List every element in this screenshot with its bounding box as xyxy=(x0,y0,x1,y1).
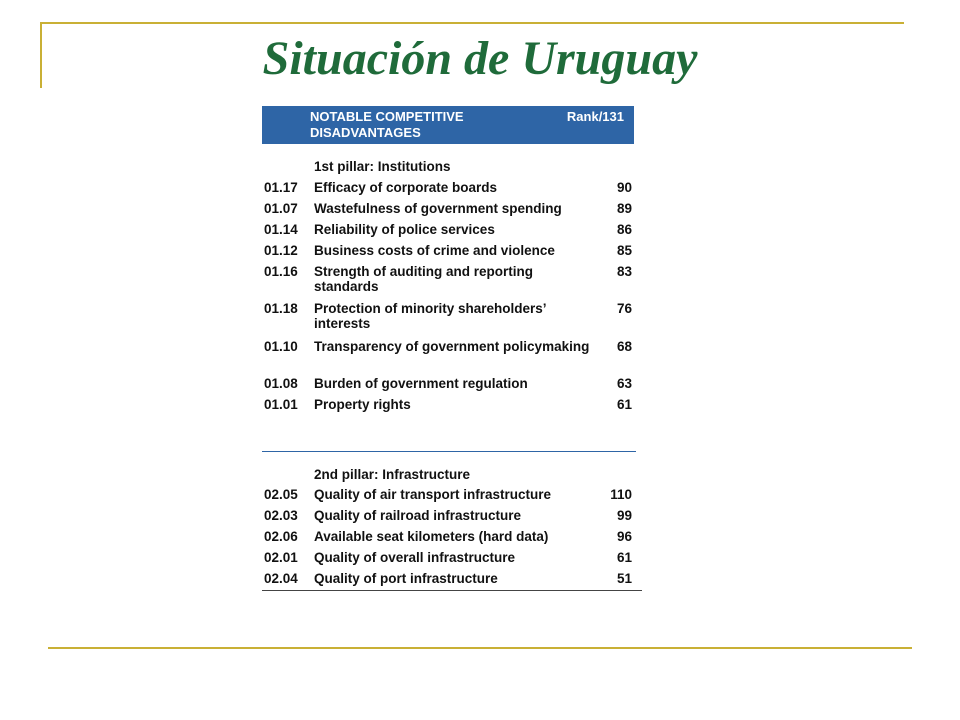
row-rank: 51 xyxy=(616,571,632,586)
row-rank: 68 xyxy=(616,339,632,354)
row-name: Business costs of crime and violence xyxy=(314,243,555,258)
section-divider xyxy=(262,451,636,452)
row-name: Transparency of government policymaking xyxy=(314,339,590,354)
row-name: Property rights xyxy=(314,397,411,412)
row-code: 02.01 xyxy=(264,550,298,565)
row-name: Strength of auditing and reporting standards xyxy=(314,264,533,294)
row-rank: 110 xyxy=(610,487,632,502)
frame-top-line xyxy=(40,22,904,24)
row-name: Quality of air transport infrastructure xyxy=(314,487,552,502)
table-header xyxy=(262,106,634,144)
row-code: 01.07 xyxy=(264,201,298,216)
row-name: Wastefulness of government spending xyxy=(314,201,562,216)
row-rank: 99 xyxy=(616,508,632,523)
row-name: Quality of port infrastructure xyxy=(314,571,498,586)
pillar-heading: 1st pillar: Institutions xyxy=(314,159,451,174)
pillar-heading: 2nd pillar: Infrastructure xyxy=(314,467,471,482)
row-rank: 90 xyxy=(616,180,632,195)
frame-bottom-line xyxy=(48,647,912,649)
header-rank-label: Rank/131 xyxy=(566,109,624,124)
row-rank: 89 xyxy=(616,201,632,216)
row-code: 01.12 xyxy=(264,243,298,258)
row-rank: 61 xyxy=(616,550,632,565)
row-name: Quality of railroad infrastructure xyxy=(314,508,522,523)
row-rank: 96 xyxy=(616,529,632,544)
row-rank: 83 xyxy=(616,264,632,279)
row-code: 01.10 xyxy=(264,339,298,354)
row-code: 02.03 xyxy=(264,508,298,523)
row-code: 01.14 xyxy=(264,222,298,237)
row-code: 01.16 xyxy=(264,264,298,279)
row-code: 01.18 xyxy=(264,301,298,316)
row-name: Efficacy of corporate boards xyxy=(314,180,498,195)
row-name: Burden of government regulation xyxy=(314,376,528,391)
header-title-line2: DISADVANTAGES xyxy=(310,125,421,140)
row-name: Reliability of police services xyxy=(314,222,495,237)
row-code: 02.04 xyxy=(264,571,298,586)
slide-title: Situación de Uruguay xyxy=(262,32,698,85)
row-code: 01.08 xyxy=(264,376,298,391)
row-rank: 63 xyxy=(616,376,632,391)
row-code: 01.01 xyxy=(264,397,298,412)
header-title-line1: NOTABLE COMPETITIVE xyxy=(310,109,464,124)
row-code: 01.17 xyxy=(264,180,298,195)
row-name: Available seat kilometers (hard data) xyxy=(314,529,549,544)
row-rank: 61 xyxy=(616,397,632,412)
header-title xyxy=(310,109,464,141)
row-code: 02.05 xyxy=(264,487,298,502)
row-rank: 85 xyxy=(616,243,632,258)
row-name: Protection of minority shareholders’ interests xyxy=(314,301,546,331)
table-bottom-line xyxy=(262,590,642,591)
row-rank: 76 xyxy=(616,301,632,316)
row-name: Quality of overall infrastructure xyxy=(314,550,516,565)
row-rank: 86 xyxy=(616,222,632,237)
row-code: 02.06 xyxy=(264,529,298,544)
